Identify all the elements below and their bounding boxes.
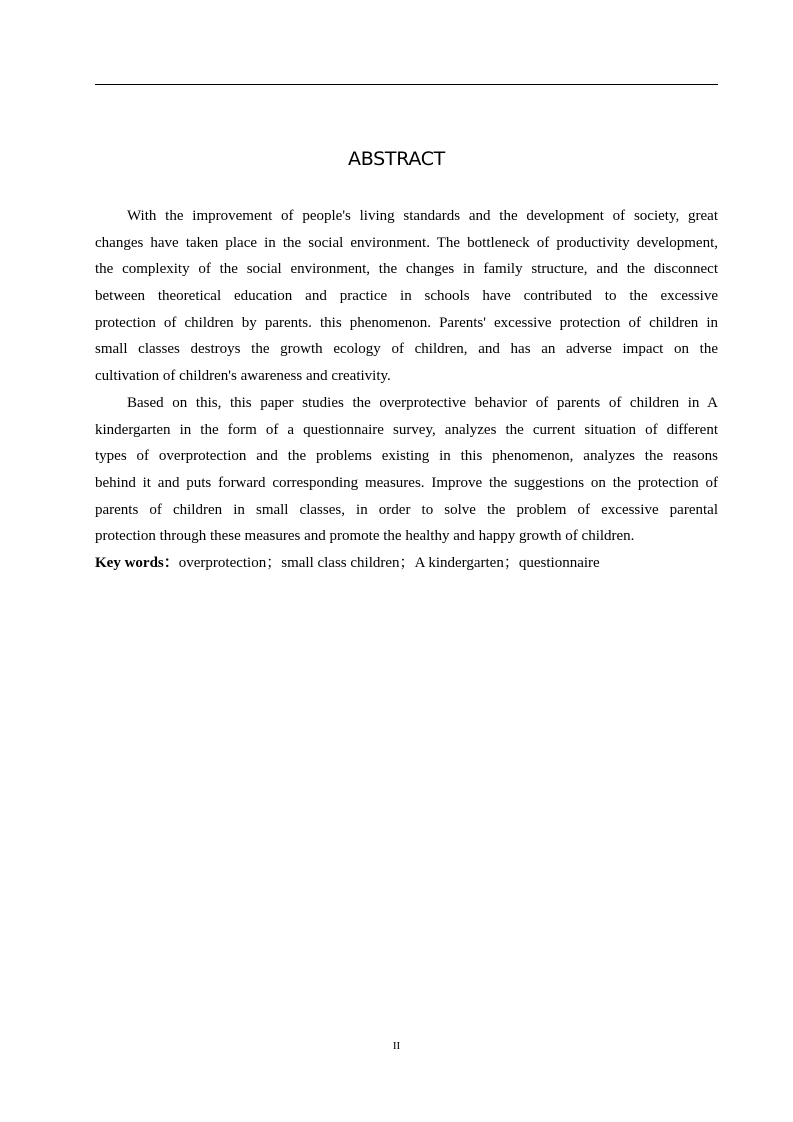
text-line: types of overprotection and the problems existing in this phenomenon, analyzes the reasons (95, 448, 718, 465)
text-line: the complexity of the social environment, the changes in family structure, and the disconnect (95, 261, 718, 278)
text-line: kindergarten in the form of a questionnaire survey, analyzes the current situation of different (95, 421, 718, 438)
page-number: II (392, 1040, 401, 1052)
keyword: overprotection (178, 554, 267, 571)
keyword: A kindergarten (414, 554, 504, 571)
text-line: With the improvement of people's living standards and the development of society, great (127, 208, 718, 224)
abstract-body (95, 203, 718, 577)
text-line: protection through these measures and promote the healthy and happy growth of children. (95, 528, 635, 545)
abstract-title: ABSTRACT (348, 148, 445, 170)
text-line: protection of children by parents. this phenomenon. Parents' excessive protection of children in (95, 314, 718, 331)
keywords-label: Key words： (95, 554, 179, 571)
text-line: changes have taken place in the social environment. The bottleneck of productivity development, (95, 234, 718, 251)
text-line: parents of children in small classes, in order to solve the problem of excessive parental (95, 501, 718, 518)
text-line: behind it and puts forward corresponding measures. Improve the suggestions on the protection of (95, 474, 718, 491)
paragraph-2 (95, 390, 718, 550)
keywords-line (95, 550, 718, 577)
text-line: small classes destroys the growth ecology of children, and has an adverse impact on the (95, 341, 718, 358)
text-line: Based on this, this paper studies the overprotective behavior of parents of children in A (127, 394, 718, 411)
keyword: questionnaire (518, 554, 600, 571)
keyword-separator: ； (503, 554, 519, 571)
header-rule (95, 84, 718, 85)
keyword-separator: ； (266, 554, 282, 571)
text-line: cultivation of children's awareness and creativity. (95, 368, 391, 385)
paragraph-1 (95, 203, 718, 390)
text-line: between theoretical education and practice in schools have contributed to the excessive (95, 288, 718, 305)
keyword-separator: ； (399, 554, 415, 571)
keyword: small class children (281, 554, 400, 571)
